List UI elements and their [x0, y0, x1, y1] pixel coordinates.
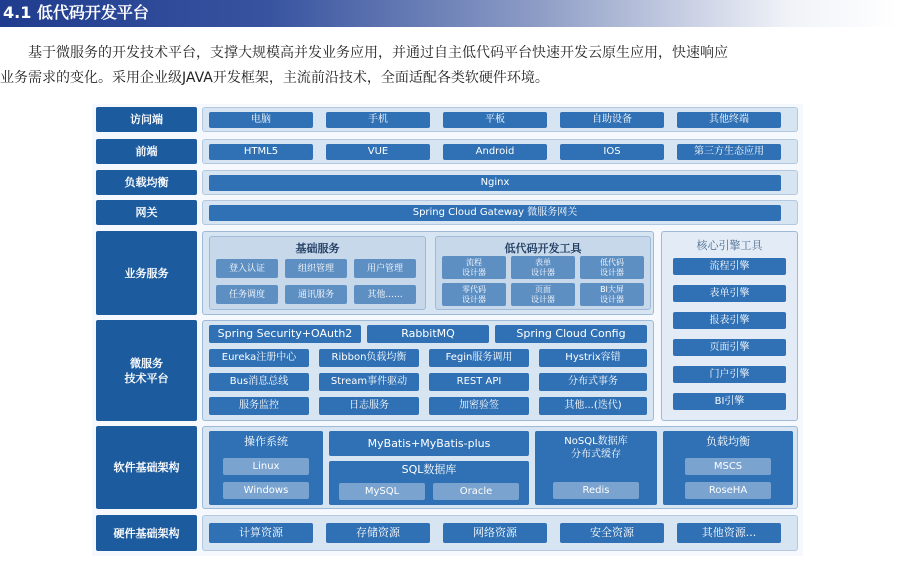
microservice-item: 分布式事务	[539, 373, 647, 391]
layer-label-gateway: 网关	[96, 200, 197, 225]
lowcode-tools-group	[435, 236, 651, 310]
hardware-item: 计算资源	[209, 523, 313, 543]
layer-frontend	[202, 139, 798, 164]
basic-service-item: 登入认证	[216, 259, 278, 278]
layer-label-microservice: 微服务 技术平台	[96, 320, 197, 421]
layer-access	[202, 107, 798, 132]
core-engine-item: BI引擎	[673, 393, 786, 410]
layer-software	[202, 426, 798, 509]
hardware-item: 安全资源	[560, 523, 664, 543]
layer-load-balance	[202, 170, 798, 195]
layer-business	[202, 231, 654, 315]
lowcode-tool-item: 页面 设计器	[511, 283, 575, 306]
microservice-item: 加密验签	[429, 397, 529, 415]
frontend-item: VUE	[326, 144, 430, 160]
lb-title: 负载均衡	[706, 435, 750, 448]
layer-hardware	[202, 515, 798, 551]
hardware-item: 网络资源	[443, 523, 547, 543]
frontend-item: HTML5	[209, 144, 313, 160]
layer-label-hardware: 硬件基础架构	[96, 515, 197, 551]
sql-item: MySQL	[339, 483, 425, 500]
sql-item: Oracle	[433, 483, 519, 500]
section-header-bar	[0, 0, 898, 27]
frontend-item: IOS	[560, 144, 664, 160]
lb-item: MSCS	[685, 458, 771, 475]
core-engine-group	[661, 231, 798, 421]
microservice-item: 服务监控	[209, 397, 309, 415]
lb-item: RoseHA	[685, 482, 771, 499]
layer-label-access: 访问端	[96, 107, 197, 132]
frontend-item: 第三方生态应用	[677, 144, 781, 160]
core-engine-item: 门户引擎	[673, 366, 786, 383]
lowcode-tool-item: BI大屏 设计器	[580, 283, 644, 306]
section-title: 4.1 低代码开发平台	[3, 3, 149, 22]
basic-service-item: 用户管理	[354, 259, 416, 278]
lowcode-tool-item: 零代码 设计器	[442, 283, 506, 306]
microservice-item: Stream事件驱动	[319, 373, 419, 391]
lowcode-tool-item: 低代码 设计器	[580, 256, 644, 279]
nosql-title: NoSQL数据库 分布式缓存	[564, 436, 628, 460]
lowcode-tools-title: 低代码开发工具	[504, 242, 582, 255]
access-item: 平板	[443, 112, 547, 128]
lowcode-tool-item: 流程 设计器	[442, 256, 506, 279]
microservice-item: Ribbon负载均衡	[319, 349, 419, 367]
basic-service-item: 组织管理	[285, 259, 347, 278]
layer-label-software: 软件基础架构	[96, 426, 197, 509]
core-engine-item: 流程引擎	[673, 258, 786, 275]
hardware-item: 其他资源...	[677, 523, 781, 543]
basic-services-group	[209, 236, 426, 310]
nginx-item: Nginx	[209, 175, 781, 191]
basic-services-title: 基础服务	[295, 242, 340, 255]
core-engine-item: 页面引擎	[673, 339, 786, 356]
access-item: 手机	[326, 112, 430, 128]
gateway-item: Spring Cloud Gateway 微服务网关	[209, 205, 781, 221]
nosql-item: Redis	[553, 482, 639, 499]
microservice-item: Hystrix容错	[539, 349, 647, 367]
microservice-item: Eureka注册中心	[209, 349, 309, 367]
os-item: Linux	[223, 458, 309, 475]
microservice-item: Spring Cloud Config	[495, 325, 647, 343]
access-item: 其他终端	[677, 112, 781, 128]
os-title: 操作系统	[244, 435, 288, 448]
sql-title: SQL数据库	[401, 463, 457, 476]
frontend-item: Android	[443, 144, 547, 160]
layer-microservice	[202, 320, 654, 421]
microservice-item: RabbitMQ	[367, 325, 489, 343]
core-engine-item: 表单引擎	[673, 285, 786, 302]
microservice-item: Spring Security+OAuth2	[209, 325, 361, 343]
microservice-item: REST API	[429, 373, 529, 391]
basic-service-item: 其他......	[354, 285, 416, 304]
core-engine-title: 核心引擎工具	[696, 239, 763, 252]
paragraph-line-1: 基于微服务的开发技术平台，支撑大规模高并发业务应用，并通过自主低代码平台快速开发云原生应用，快速响应	[28, 45, 728, 61]
microservice-item: 其他...(迭代)	[539, 397, 647, 415]
paragraph-line-2: 业务需求的变化。采用企业级JAVA开发框架，主流前沿技术，全面适配各类软硬件环境。	[0, 70, 549, 86]
layer-label-business: 业务服务	[96, 231, 197, 315]
architecture-diagram	[92, 104, 803, 556]
access-item: 电脑	[209, 112, 313, 128]
basic-service-item: 任务调度	[216, 285, 278, 304]
microservice-item: Fegin服务调用	[429, 349, 529, 367]
core-engine-item: 报表引擎	[673, 312, 786, 329]
intro-paragraph	[0, 41, 898, 91]
microservice-item: 日志服务	[319, 397, 419, 415]
layer-label-load-balance: 负载均衡	[96, 170, 197, 195]
lowcode-tool-item: 表单 设计器	[511, 256, 575, 279]
mybatis-item: MyBatis+MyBatis-plus	[329, 431, 529, 456]
layer-label-frontend: 前端	[96, 139, 197, 164]
access-item: 自助设备	[560, 112, 664, 128]
os-item: Windows	[223, 482, 309, 499]
layer-gateway	[202, 200, 798, 225]
hardware-item: 存储资源	[326, 523, 430, 543]
microservice-item: Bus消息总线	[209, 373, 309, 391]
basic-service-item: 通讯服务	[285, 285, 347, 304]
